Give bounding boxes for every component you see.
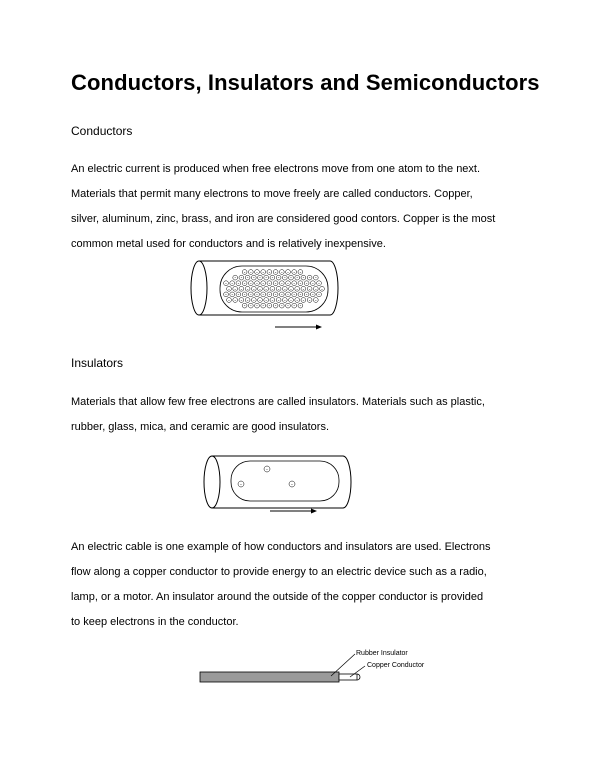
electron-sign: - (265, 286, 268, 293)
electron-sign: - (262, 280, 265, 287)
paragraph-line: to keep electrons in the conductor. (71, 616, 239, 628)
electron-sign: - (243, 303, 246, 310)
electron-sign: - (262, 292, 265, 298)
paragraph-line: Materials that allow few free electrons are called insulators. Materials such as plastic, (71, 396, 485, 408)
electron-sign: - (302, 275, 305, 282)
electron-sign: - (274, 269, 277, 276)
electron-sign: - (243, 292, 246, 298)
electron-sign: - (308, 286, 311, 293)
electron-sign: - (296, 275, 299, 282)
electron-sign: - (249, 280, 252, 287)
electron-sign: - (290, 297, 292, 304)
electron-sign: - (256, 292, 258, 298)
electron-sign: - (287, 303, 289, 310)
electron-sign: - (318, 280, 320, 287)
rubber-insulator-label: Rubber Insulator (356, 650, 408, 657)
electron-sign: - (246, 275, 249, 282)
electron-sign: - (299, 303, 302, 310)
paragraph-line: rubber, glass, mica, and ceramic are good insulators. (71, 421, 330, 433)
electron-sign: - (287, 269, 289, 276)
electron-sign: - (277, 286, 280, 293)
electron-sign: - (280, 292, 283, 298)
electron-sign: - (271, 297, 274, 304)
electron-sign: - (240, 481, 242, 488)
electron-sign: - (234, 297, 237, 304)
paragraph-line: Materials that permit many electrons to move freely are called conductors. Copper, (71, 188, 473, 200)
copper-conductor (339, 674, 357, 680)
paragraph-line: silver, aluminum, zinc, brass, and iron are considered good contors. Copper is the most (71, 213, 496, 225)
insulators-heading: Insulators (71, 356, 124, 370)
tube-right-end (343, 456, 351, 508)
paragraph-line: lamp, or a motor. An insulator around the outside of the copper conductor is provided (71, 591, 484, 603)
electron-sign: - (268, 303, 271, 310)
electron-sign: - (237, 280, 240, 287)
conductors-heading: Conductors (71, 124, 133, 138)
electron-sign: - (311, 280, 314, 287)
page-title: Conductors, Insulators and Semiconductors (71, 70, 540, 95)
electron-sign: - (265, 275, 268, 282)
copper-conductor-end (357, 674, 360, 680)
electron-sign: - (305, 280, 308, 287)
electron-sign: - (290, 286, 292, 293)
electron-sign: - (318, 292, 320, 298)
electron-sign: - (293, 269, 296, 276)
electron-sign: - (296, 286, 299, 293)
electron-sign: - (283, 286, 286, 293)
rubber-insulator (200, 672, 339, 682)
copper-conductor-label: Copper Conductor (367, 662, 425, 669)
electron-sign: - (271, 275, 274, 282)
electron-sign: - (296, 297, 299, 304)
electron-sign: - (287, 280, 289, 287)
electron-sign: - (274, 303, 277, 310)
electron-sign: - (265, 297, 268, 304)
electron-sign: - (293, 303, 296, 310)
paragraph-line: An electric cable is one example of how conductors and insulators are used. Electrons (71, 541, 491, 553)
electron-cloud (224, 270, 325, 310)
electron-sign: - (302, 297, 305, 304)
electron-sign: - (308, 297, 311, 304)
electron-sign: - (231, 292, 234, 298)
electron-sign: - (290, 275, 292, 282)
electron-sign: - (277, 275, 280, 282)
electron-region (231, 461, 339, 501)
electron-sign: - (283, 297, 286, 304)
electron-sign: - (280, 303, 283, 310)
electron-sign: - (243, 280, 246, 287)
electron-sign: - (259, 286, 261, 293)
electron-sign: - (262, 269, 265, 276)
electron-sign: - (305, 292, 308, 298)
electron-sign: - (243, 269, 246, 276)
rubber-label-leader (331, 654, 355, 676)
cable-paragraph (71, 535, 541, 635)
electron-sign: - (271, 286, 274, 293)
current-arrowhead (316, 325, 322, 330)
paragraph-line: An electric current is produced when free electrons move from one atom to the next. (71, 163, 481, 175)
electron-sign: - (234, 286, 237, 293)
electron-sign: - (240, 286, 243, 293)
paragraph-line: flow along a copper conductor to provide energy to an electric device such as a radio, (71, 566, 487, 578)
electron-sign: - (237, 292, 240, 298)
paragraph-line: common metal used for conductors and is relatively inexpensive. (71, 238, 386, 250)
cable-diagram (0, 645, 600, 695)
tube-left-end (204, 456, 220, 508)
current-arrowhead (311, 509, 317, 514)
electron-sign: - (249, 292, 252, 298)
conductors-paragraph (71, 157, 541, 257)
electron-sign: - (299, 269, 302, 276)
electron-sign: - (259, 297, 261, 304)
electron-sign: - (240, 297, 243, 304)
electron-sign: - (225, 280, 227, 287)
electron-sign: - (252, 286, 255, 293)
electron-sign: - (234, 275, 237, 282)
electron-sign: - (274, 280, 277, 287)
electron-sign: - (256, 280, 258, 287)
electron-sign: - (314, 275, 317, 282)
electron-sign: - (308, 275, 311, 282)
insulator-diagram (0, 452, 600, 522)
electron-sign: - (311, 292, 314, 298)
electron-sign: - (293, 292, 296, 298)
electron-sign: - (287, 292, 289, 298)
tube-left-end (191, 261, 207, 315)
copper-label-leader (350, 666, 365, 677)
electron-sign: - (246, 286, 249, 293)
electron-sign: - (268, 280, 271, 287)
electron-sign: - (249, 303, 252, 310)
electron-sign: - (314, 286, 317, 293)
electron-sign: - (274, 292, 277, 298)
electron-sign: - (225, 292, 227, 298)
conductor-diagram (0, 258, 600, 338)
electron-sign: - (314, 297, 317, 304)
electron-sign: - (252, 275, 255, 282)
few-electrons (238, 466, 295, 488)
electron-sign: - (268, 292, 271, 298)
electron-sign: - (266, 466, 268, 473)
electron-sign: - (249, 269, 252, 276)
electron-sign: - (277, 297, 280, 304)
electron-sign: - (228, 286, 230, 293)
electron-sign: - (256, 269, 258, 276)
electron-sign: - (293, 280, 296, 287)
electron-sign: - (321, 286, 323, 293)
electron-sign: - (268, 269, 271, 276)
electron-sign: - (246, 297, 249, 304)
insulators-paragraph (71, 390, 541, 440)
electron-sign: - (302, 286, 305, 293)
electron-sign: - (299, 292, 302, 298)
electron-sign: - (291, 481, 293, 488)
electron-sign: - (262, 303, 265, 310)
electron-sign: - (231, 280, 234, 287)
tube-right-end (330, 261, 338, 315)
electron-sign: - (259, 275, 261, 282)
electron-sign: - (280, 280, 283, 287)
electron-sign: - (256, 303, 258, 310)
electron-sign: - (252, 297, 255, 304)
electron-sign: - (283, 275, 286, 282)
electron-sign: - (299, 280, 302, 287)
electron-sign: - (240, 275, 243, 282)
electron-sign: - (228, 297, 230, 304)
electron-sign: - (280, 269, 283, 276)
